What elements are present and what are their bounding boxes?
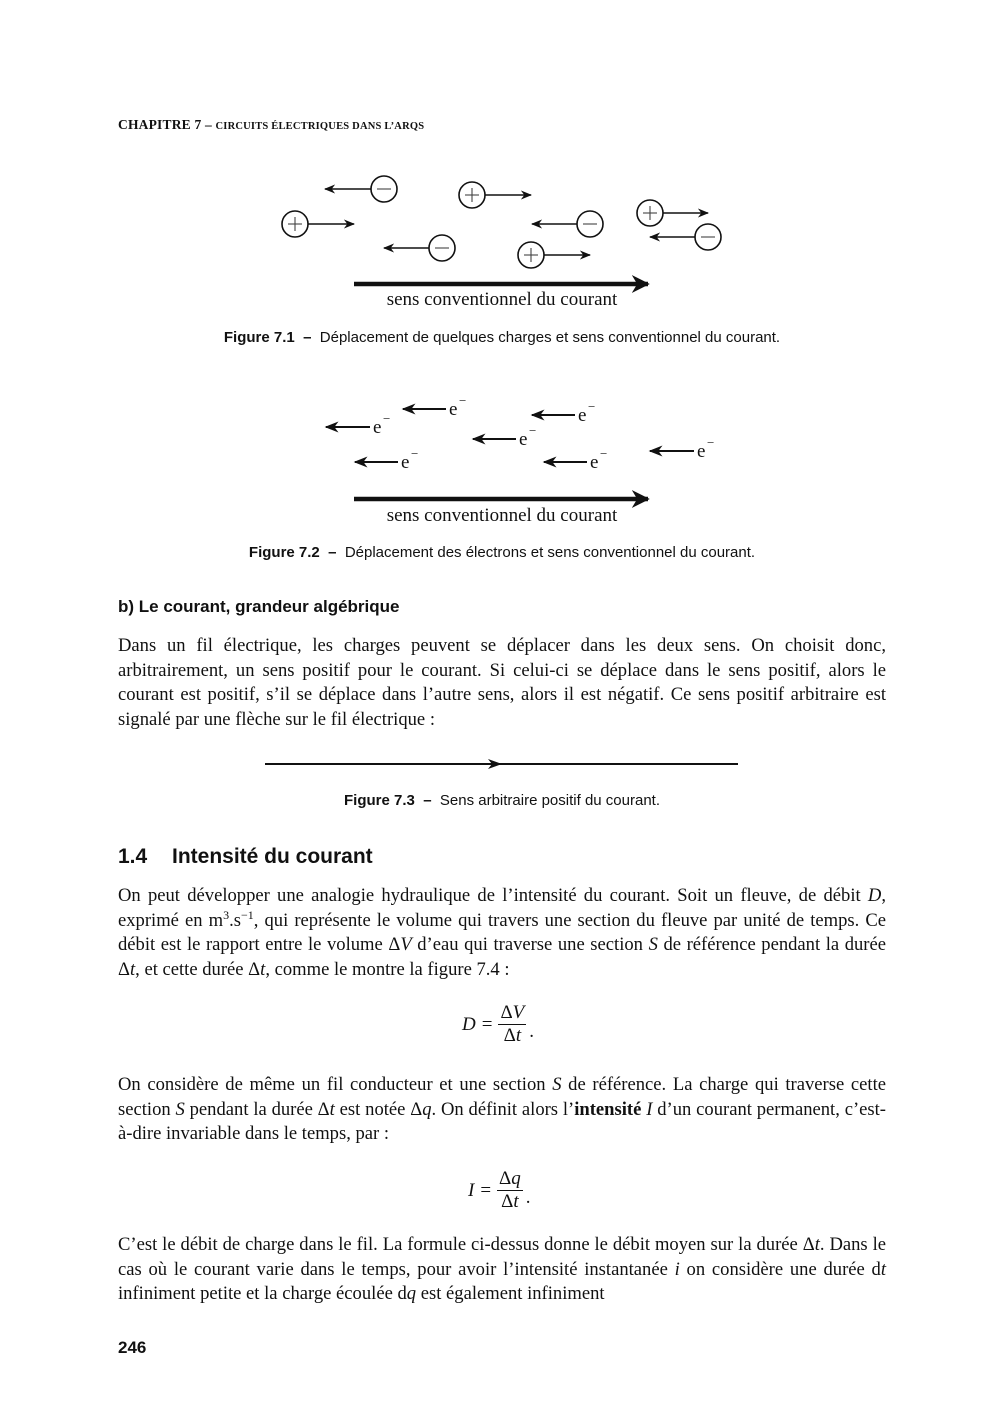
var-t: t: [880, 1258, 887, 1280]
figure-7-2-number: Figure 7.2: [248, 544, 320, 561]
svg-text:e: e: [449, 399, 458, 420]
figure-7-1-label: sens conventionnel du courant: [386, 289, 618, 310]
term-intensite: intensité: [574, 1098, 642, 1120]
subsection-heading: b) Le courant, grandeur algébrique: [118, 597, 400, 616]
text-run: de référence pendant la durée Δ: [118, 934, 887, 980]
svg-text:e: e: [578, 405, 587, 426]
charge-particles: [282, 176, 721, 268]
figure-7-3-caption: [0, 792, 1004, 809]
svg-text:e: e: [697, 441, 706, 462]
denominator: [499, 1191, 521, 1213]
svg-text:e: e: [401, 452, 410, 473]
svg-text:−: −: [600, 446, 608, 461]
var-t: t: [329, 1098, 335, 1120]
delta: Δ: [501, 1191, 514, 1213]
chapter-title: CIRCUITS ÉLECTRIQUES DANS L’ARQS: [215, 121, 425, 132]
svg-text:−: −: [383, 411, 391, 426]
var-t: t: [129, 958, 136, 980]
var: t: [513, 1191, 519, 1213]
text-run: .s: [229, 909, 241, 931]
electron: [650, 435, 714, 462]
text-run: d’eau qui traverse une section: [411, 934, 649, 956]
caption-dash: –: [303, 329, 312, 346]
eq-equals: =: [481, 1013, 493, 1035]
electron: [355, 446, 418, 473]
negative-charge: [325, 176, 397, 202]
text-run: . Dans le cas où le courant varie dans le temps, pour avoir l’intensité instantanée: [118, 1234, 886, 1280]
text-run: d’un courant permanent, c’est-à-dire invariable dans le temps, par :: [118, 1098, 886, 1145]
electron: [473, 423, 536, 450]
section-number: 1.4: [118, 845, 148, 868]
text-run: infiniment petite et la charge écoulée d: [118, 1283, 407, 1305]
paragraph-intensity-definition: [118, 1073, 886, 1147]
text-run: . On définit alors l’: [431, 1098, 575, 1120]
text-run: pendant la durée Δ: [184, 1098, 330, 1120]
positive-charge: [459, 182, 531, 208]
eq-equals: =: [480, 1179, 492, 1201]
text-run: C’est le débit de charge dans le fil. La formule ci-dessus donne le débit moyen sur la durée Δ: [118, 1234, 815, 1255]
exponent: 3: [223, 907, 230, 922]
section-title: Intensité du courant: [172, 845, 373, 868]
svg-text:e: e: [590, 452, 599, 473]
fraction: [498, 1002, 526, 1047]
delta: Δ: [499, 1168, 512, 1189]
delta: Δ: [500, 1002, 513, 1023]
var-I: I: [646, 1098, 653, 1120]
svg-text:−: −: [588, 399, 596, 414]
text-run: est notée Δ: [334, 1098, 423, 1120]
equation-flow-rate: [462, 1002, 534, 1047]
eq-lhs: I: [468, 1179, 475, 1201]
svg-text:−: −: [707, 435, 715, 450]
var-i: i: [674, 1258, 680, 1280]
chapter-word: CHAPITRE: [118, 117, 191, 132]
negative-charge: [384, 235, 455, 261]
text-run: de référence. La charge qui traverse cette section: [118, 1074, 886, 1120]
figure-7-1-caption-text: Déplacement de quelques charges et sens conventionnel du courant.: [319, 329, 781, 346]
delta: Δ: [503, 1025, 516, 1047]
running-head-separator: –: [204, 117, 212, 132]
svg-text:−: −: [459, 393, 467, 408]
var-V: V: [400, 934, 412, 956]
electron: [532, 399, 595, 426]
figure-7-2-caption-text: Déplacement des électrons et sens conventionnel du courant.: [344, 544, 756, 561]
numerator: [497, 1168, 523, 1190]
svg-text:e: e: [373, 417, 382, 438]
text-run: On considère de même un fil conducteur et une section: [118, 1074, 553, 1095]
exponent: −1: [240, 907, 254, 922]
caption-dash: –: [423, 792, 432, 809]
var-q: q: [422, 1098, 432, 1120]
text-run: est également infiniment: [416, 1283, 605, 1305]
paragraph-hydraulic-analogy: [118, 884, 886, 982]
text-run: on considère une durée d: [679, 1258, 881, 1280]
electron: [544, 446, 607, 473]
caption-dash: –: [328, 544, 337, 561]
chapter-number: 7: [194, 117, 202, 132]
text-run: , exprimé en m: [118, 885, 886, 931]
var: t: [515, 1025, 522, 1047]
eq-lhs: D: [462, 1013, 476, 1035]
positive-charge: [518, 242, 590, 268]
var: q: [511, 1168, 521, 1189]
section-heading: [118, 845, 373, 869]
var-S: S: [175, 1098, 185, 1120]
figure-7-1-diagram: [0, 0, 1004, 320]
fraction: [497, 1168, 523, 1213]
figure-7-2-diagram: [0, 380, 1004, 520]
eq-period: .: [529, 1020, 535, 1042]
positive-charge: [282, 211, 354, 237]
figure-7-3-caption-text: Sens arbitraire positif du courant.: [439, 792, 660, 809]
electron: [403, 393, 466, 420]
eq-period: .: [525, 1186, 531, 1208]
negative-charge: [532, 211, 603, 237]
equation-intensity: [468, 1168, 531, 1213]
figure-7-1-caption: [0, 329, 1004, 346]
svg-text:e: e: [519, 429, 528, 450]
electron: [326, 411, 390, 438]
var-D: D: [867, 885, 882, 906]
figure-7-2-label: sens conventionnel du courant: [386, 505, 618, 526]
text-run: , qui représente le volume qui travers une section du fleuve par unité de temps. Ce débit est le rapport entre le volume Δ: [118, 909, 886, 956]
var-S: S: [648, 934, 658, 956]
figure-7-2-caption: [0, 544, 1004, 561]
var-t: t: [814, 1234, 820, 1255]
numerator: [498, 1002, 526, 1024]
var-q: q: [406, 1283, 417, 1305]
electron-particles: [326, 393, 714, 473]
paragraph-algebraic-current: Dans un fil électrique, les charges peuvent se déplacer dans les deux sens. On choisit donc, arbitrairement, un sens positif pour le courant. Si celui-ci se déplace dans le sens positif, alors le courant est positif, s’il se déplace dans l’autre sens, alors il est négatif. Ce sens positif arbitraire est signalé par une flèche sur le fil électrique :: [118, 635, 886, 730]
page-number: 246: [118, 1338, 147, 1357]
var-t: t: [260, 958, 266, 980]
text-run: , comme le montre la figure 7.4 :: [265, 958, 510, 980]
svg-text:−: −: [529, 423, 537, 438]
figure-7-1-number: Figure 7.1: [223, 329, 295, 346]
var: V: [512, 1002, 525, 1023]
figure-7-3-number: Figure 7.3: [343, 792, 415, 809]
text-run: On peut développer une analogie hydraulique de l’intensité du courant. Soit un fleuve, de débit: [118, 885, 868, 906]
text-run: , et cette durée Δ: [135, 958, 261, 980]
figure-7-3-diagram: [0, 750, 1004, 780]
paragraph-instantaneous-intensity: [118, 1233, 886, 1307]
positive-charge: [637, 200, 708, 226]
denominator: [502, 1025, 524, 1047]
var-S: S: [552, 1074, 562, 1095]
svg-text:−: −: [411, 446, 419, 461]
negative-charge: [650, 224, 721, 250]
